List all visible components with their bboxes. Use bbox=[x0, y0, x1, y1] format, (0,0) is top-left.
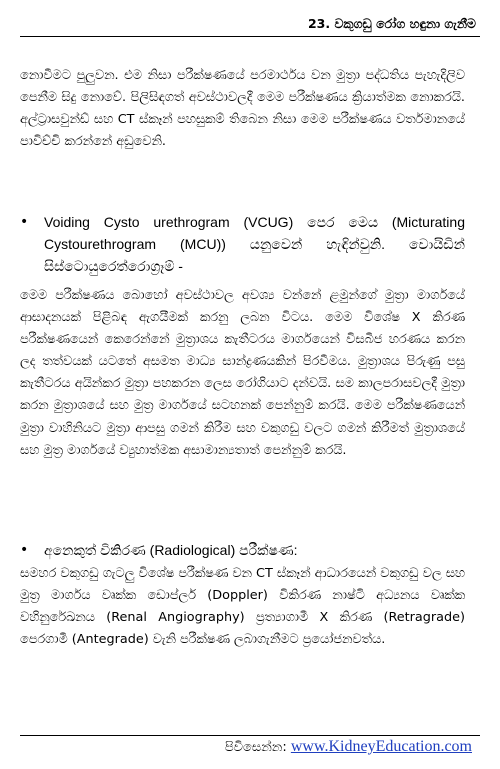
bullet-line-2: Cystourethrogram (MCU)) යනුවෙන් හැඳින්වුනි. වොයිඩින් bbox=[44, 236, 465, 252]
running-header-title: 23. වකුගඩු රෝග හඳුනා ගැනීම bbox=[307, 16, 476, 31]
body-paragraph-3: සමහර වකුගඩු ගැටලු විශේෂ පරීක්ෂණ වන CT ස්කෑන් ආධාරයෙන් වකුගඩු වල සහ මුත්‍ර මාර්ගය වෘක්ක ඩොප්ලර් (Doppler) විකිරණ නාෂ්ටි අධ්‍යනය වෘක්ක වහිනුරේඛනය (Renal Angiography) ප්‍රත්‍යාගාමී X කිරණ (Retragrade) පෙරගාමී (Antegrade) වැනි පරීක්ෂණ ලබාගැනීමට ප්‍රයෝජනවත්ය. bbox=[20, 566, 465, 648]
bullet-item-radiological bbox=[20, 539, 465, 561]
bullet-item-vcug bbox=[20, 211, 465, 277]
footer-divider bbox=[20, 735, 480, 736]
body-paragraph-2: මෙම පරීක්ෂණය බොහෝ අවස්ථාවල අවශ්‍ය වන්නේ ළමුන්ගේ මුත්‍රා මාර්ගයේ ආසාදනයක් පිළිබඳ ඇගයීමක් කරනු ලබන විටය. මෙම විශේෂ X කිරණ පරීක්ෂණයෙන් කෙරෙන්නේ මුත්‍රාශය කැතීටරය මාර්ගයෙන් විසබීජ හරණය කරන ලද තත්වයක් යටතේ අසමත මාධ්‍ය සාන්ද්‍රණයකින් පිරවීමය. මුත්‍රාශය පිරුණු පසු කැතීටරය අයින්කර මුත්‍රා පහකරන ලෙස රෝගියාට දන්වයි. සම කාලපරාසවලදී මුත්‍රා කරන මුත්‍රාශයේ සහ මුත්‍ර මාර්ගයේ සටහනක් පෙන්නුම් කරයි. මෙම පරීක්ෂණයෙන් මුත්‍රා වාහිනියට මුත්‍රා ආපසු ගමන් කිරීම සහ වකුගඩු වලට ගමන් කිරීමත් මුත්‍රාශයේ සහ මුත්‍ර මාර්ගයේ ව්‍යුහාත්මක අසාමාන්‍යතාත් පෙන්නුම් කරයි. bbox=[20, 288, 465, 458]
header-divider bbox=[20, 36, 480, 37]
footer bbox=[225, 738, 472, 756]
bullet-icon: • bbox=[20, 542, 29, 558]
website-link[interactable]: www.KidneyEducation.com bbox=[290, 738, 472, 755]
bullet-line-3: සිස්ටොයුරෙත්රොග්‍රෑම් - bbox=[44, 258, 183, 274]
bullet-item-radiological-text: අනෙකුත් විකිරණ (Radiological) පරීක්ෂණ: bbox=[44, 542, 298, 558]
bullet-line-1: Voiding Cysto urethrogram (VCUG) පෙර මෙය (Micturating bbox=[44, 214, 465, 230]
bullet-icon: • bbox=[20, 214, 29, 230]
body-paragraph-1: නොවීමට පුලුවන. එම නිසා පරීක්ෂණයේ පරමාර්ථය වන මුත්‍රා පද්ධතිය පැහැදිලිව පෙනීම සිදු නොවේ. පිලිසිඳගත් අවස්ථාවලදී මෙම පරීක්ෂණය ක්‍රියාත්මක නොකරයි. අල්ට්‍රාසවුන්ඩ් සහ CT ස්කෑන් පහසුකම් තිබෙන නිසා මෙම පරීක්ෂණය වර්තමානයේ පාවිච්චි කරන්නේ අඩුවෙනි. bbox=[20, 68, 465, 150]
bullet-item-vcug-text bbox=[44, 211, 465, 277]
footer-label: පිවිසෙන්න: bbox=[224, 740, 287, 755]
